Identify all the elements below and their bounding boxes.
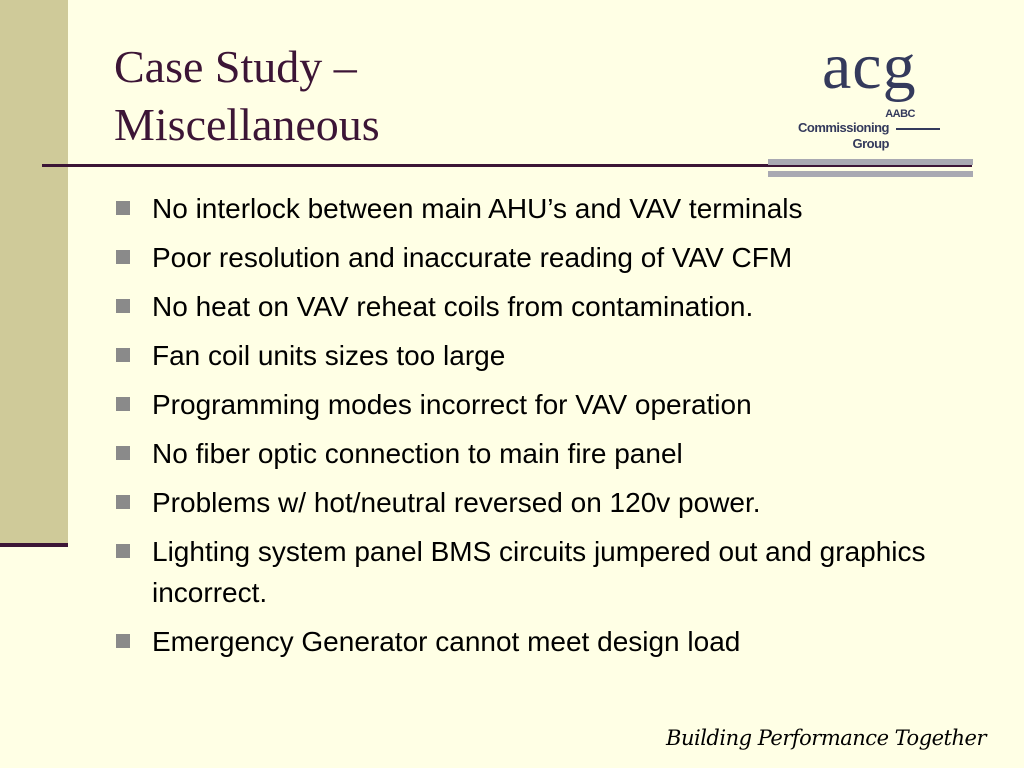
square-bullet-icon <box>116 201 130 215</box>
bullet-text: No interlock between main AHU’s and VAV terminals <box>152 193 803 224</box>
bullet-text: Programming modes incorrect for VAV operation <box>152 389 752 420</box>
bullet-text: No heat on VAV reheat coils from contamination. <box>152 291 754 322</box>
bullet-item <box>116 188 976 229</box>
left-color-band <box>0 0 68 545</box>
bullet-text: Fan coil units sizes too large <box>152 340 506 371</box>
logo-bar-top <box>768 159 973 165</box>
bullet-text: Emergency Generator cannot meet design load <box>152 626 741 657</box>
logo-aabc-text: AABC <box>885 108 915 120</box>
bullet-item <box>116 433 976 474</box>
bullet-text: Poor resolution and inaccurate reading of VAV CFM <box>152 242 793 273</box>
logo-underline <box>896 128 940 130</box>
bullet-item <box>116 286 976 327</box>
square-bullet-icon <box>116 544 130 558</box>
bullet-item <box>116 237 976 278</box>
bullet-item <box>116 531 976 613</box>
left-band-rule <box>0 543 68 547</box>
bullet-item <box>116 621 976 662</box>
bullet-item <box>116 384 976 425</box>
square-bullet-icon <box>116 397 130 411</box>
logo-acg-wordmark: acg <box>822 30 917 103</box>
square-bullet-icon <box>116 299 130 313</box>
acg-logo <box>768 30 973 180</box>
bullet-item <box>116 335 976 376</box>
square-bullet-icon <box>116 250 130 264</box>
square-bullet-icon <box>116 634 130 648</box>
logo-bar-bottom <box>768 171 973 177</box>
slide-title <box>114 38 674 154</box>
slide-title-line-2: Miscellaneous <box>114 99 380 150</box>
bullet-text: No fiber optic connection to main fire panel <box>152 438 683 469</box>
bullet-item <box>116 482 976 523</box>
square-bullet-icon <box>116 348 130 362</box>
square-bullet-icon <box>116 495 130 509</box>
bullet-text: Problems w/ hot/neutral reversed on 120v power. <box>152 487 761 518</box>
slide-title-line-1: Case Study – <box>114 41 357 92</box>
bullet-list <box>116 188 976 670</box>
footer-tagline: Building Performance Together <box>666 726 986 750</box>
logo-group-text: Group <box>852 136 889 151</box>
square-bullet-icon <box>116 446 130 460</box>
bullet-text: Lighting system panel BMS circuits jumpered out and graphics incorrect. <box>152 536 926 608</box>
logo-commissioning-text: Commissioning <box>797 120 889 135</box>
